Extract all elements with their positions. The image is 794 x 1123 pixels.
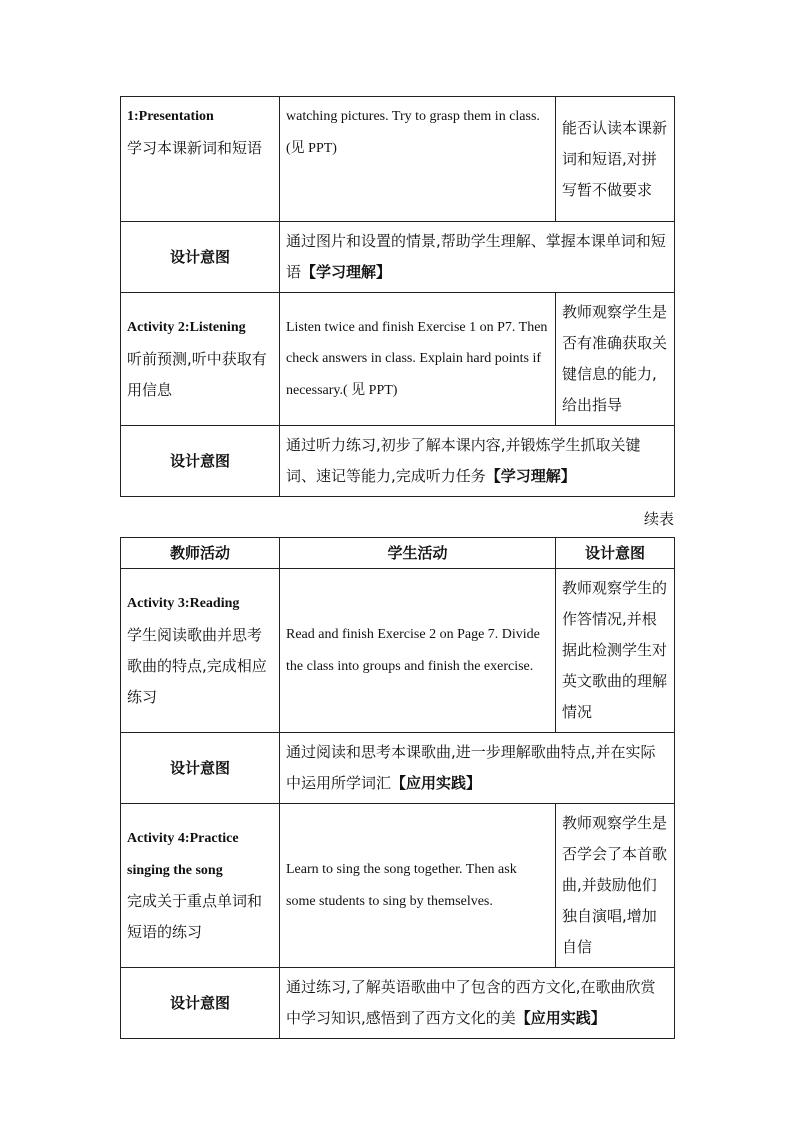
design-intent-text	[280, 426, 675, 497]
student-activity-cell: Listen twice and finish Exercise 1 on P7. Then check answers in class. Explain hard points if necessary.( 见 PPT)	[280, 293, 556, 426]
header-design-intent: 设计意图	[556, 538, 675, 569]
table-row	[121, 97, 675, 222]
design-intent-text	[280, 222, 675, 293]
design-intent-text	[280, 968, 675, 1039]
teacher-activity-cell	[121, 569, 280, 733]
student-activity-cell: watching pictures. Try to grasp them in class.(见 PPT)	[280, 97, 556, 222]
table-row	[121, 804, 675, 968]
design-intent-label: 设计意图	[121, 968, 280, 1039]
teacher-activity-cell	[121, 293, 280, 426]
table-row	[121, 968, 675, 1039]
design-intent-tag: 【学习理解】	[485, 467, 576, 485]
activity-title: Activity 3:Reading	[127, 596, 240, 612]
design-intent-body: 通过图片和设置的情景,帮助学生理解、掌握本课单词和短语	[286, 232, 666, 281]
activity-desc: 完成关于重点单词和短语的练习	[127, 892, 263, 941]
table-row	[121, 426, 675, 497]
activity-desc: 学生阅读歌曲并思考歌曲的特点,完成相应练习	[127, 625, 267, 706]
intent-cell: 教师观察学生是否有准确获取关键信息的能力,给出指导	[556, 293, 675, 426]
design-intent-tag: 【应用实践】	[515, 1009, 606, 1027]
header-teacher-activity: 教师活动	[121, 538, 280, 569]
lesson-plan-table-1	[120, 96, 675, 497]
design-intent-tag: 【应用实践】	[391, 774, 482, 792]
design-intent-text	[280, 733, 675, 804]
table-row	[121, 733, 675, 804]
design-intent-body: 通过练习,了解英语歌曲中了包含的西方文化,在歌曲欣赏中学习知识,感悟到了西方文化的美	[286, 978, 656, 1027]
intent-cell: 教师观察学生的作答情况,并根据此检测学生对英文歌曲的理解情况	[556, 569, 675, 733]
intent-cell: 能否认读本课新词和短语,对拼写暂不做要求	[556, 97, 675, 222]
student-activity-cell: Learn to sing the song together. Then ask some students to sing by themselves.	[280, 804, 556, 968]
lesson-plan-table-2	[120, 537, 675, 1039]
teacher-activity-cell	[121, 97, 280, 222]
activity-desc: 学习本课新词和短语	[127, 138, 263, 157]
design-intent-body: 通过听力练习,初步了解本课内容,并锻炼学生抓取关键词、速记等能力,完成听力任务	[286, 436, 641, 485]
design-intent-label: 设计意图	[121, 222, 280, 293]
design-intent-label: 设计意图	[121, 426, 280, 497]
table-row	[121, 222, 675, 293]
design-intent-tag: 【学习理解】	[301, 263, 392, 281]
intent-cell: 教师观察学生是否学会了本首歌曲,并鼓励他们独自演唱,增加自信	[556, 804, 675, 968]
table-row	[121, 293, 675, 426]
activity-desc: 听前预测,听中获取有用信息	[127, 349, 267, 399]
design-intent-body: 通过阅读和思考本课歌曲,进一步理解歌曲特点,并在实际中运用所学词汇	[286, 743, 656, 792]
activity-title: Activity 2:Listening	[127, 320, 246, 336]
student-activity-cell: Read and finish Exercise 2 on Page 7. Divide the class into groups and finish the exercise.	[280, 569, 556, 733]
header-student-activity: 学生活动	[280, 538, 556, 569]
continued-label: 续表	[643, 510, 674, 528]
teacher-activity-cell	[121, 804, 280, 968]
design-intent-label: 设计意图	[121, 733, 280, 804]
table-header-row	[121, 538, 675, 569]
table-row	[121, 569, 675, 733]
activity-title: 1:Presentation	[127, 109, 214, 124]
activity-title: Activity 4:Practice singing the song	[127, 831, 239, 878]
